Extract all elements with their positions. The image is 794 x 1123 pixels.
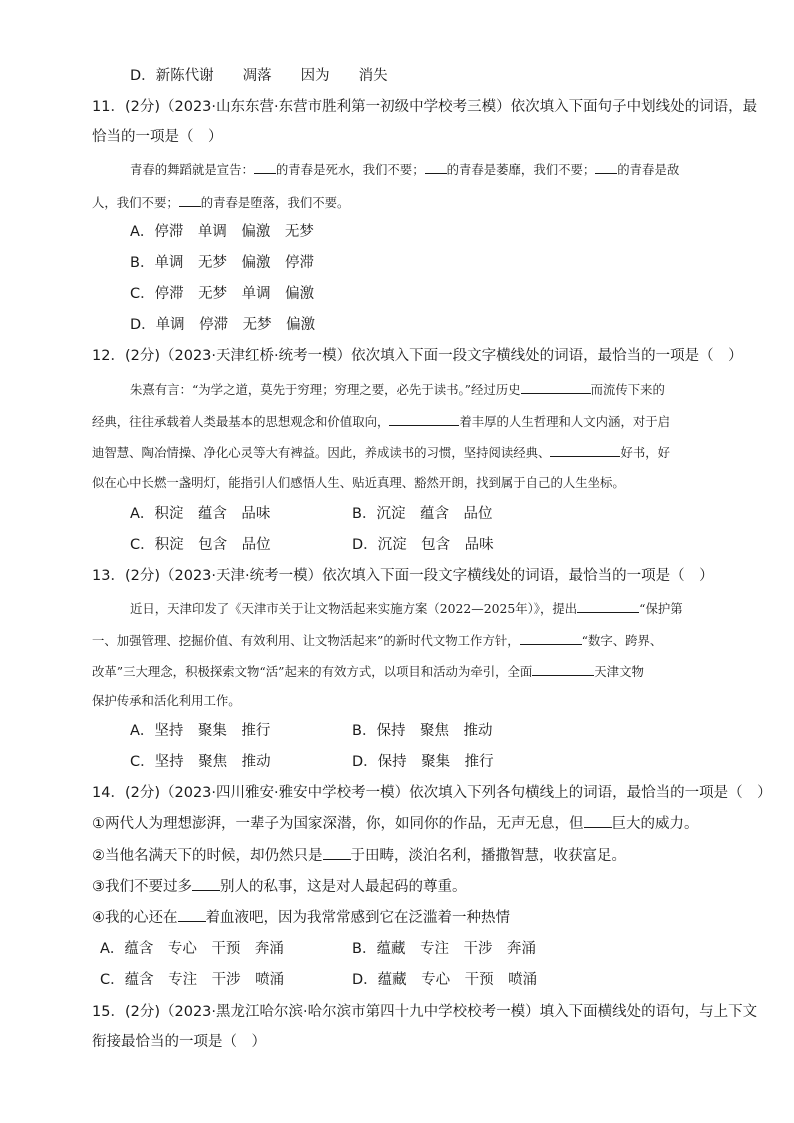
q13-stem: 13．(2分)（2023·天津·统考一模）依次填入下面一段文字横线处的词语，最恰当的一项是（ ）: [92, 568, 714, 584]
q14-option-c[interactable]: C．蕴含 专注 干涉 喷涌: [100, 972, 285, 988]
q11-passage-line2: [92, 193, 349, 212]
q12-passage-line1: [130, 380, 665, 399]
passage-text: “数字、跨界、: [581, 633, 663, 648]
passage-text: 的青春是敌: [617, 162, 680, 177]
q14-sentence-2: [92, 846, 626, 866]
answer-blank: [584, 814, 612, 828]
answer-blank: [323, 846, 351, 860]
q12-option-a[interactable]: A．积淀 蕴含 品味: [130, 506, 271, 522]
q11-stem-line2: 恰当的一项是（ ）: [92, 129, 223, 145]
q12-option-d[interactable]: D．沉淀 包含 品味: [352, 537, 494, 553]
q11-option-a[interactable]: A．停滞 单调 偏激 无梦: [130, 224, 314, 240]
answer-blank: [550, 443, 620, 457]
q13-option-d[interactable]: D．保持 聚集 推行: [352, 754, 494, 770]
passage-text: “保护第: [639, 601, 683, 616]
q14-option-d[interactable]: D．蕴藏 专心 干预 喷涌: [352, 972, 538, 988]
q13-option-b[interactable]: B．保持 聚焦 推动: [352, 723, 493, 739]
sentence-text: ④我的心还在: [92, 910, 178, 926]
answer-blank: [192, 877, 220, 891]
sentence-text: 着血液吧，因为我常常感到它在泛滥着一种热情: [205, 910, 510, 926]
sentence-text: 巨大的威力。: [611, 816, 699, 832]
passage-text: 的青春是萎靡，我们不要；: [446, 162, 596, 177]
q11-option-c[interactable]: C．停滞 无梦 单调 偏激: [130, 286, 315, 302]
q10-option-d[interactable]: D．新陈代谢 凋落 因为 消失: [130, 68, 388, 84]
answer-blank: [532, 662, 594, 676]
q11-stem-line1: 11．(2分)（2023·山东东营·东营市胜利第一初级中学校考三模）依次填入下面句子中划线处的词语，最: [92, 99, 758, 115]
passage-text: 一、加强管理、挖掘价值、有效利用、让文物活起来”的新时代文物工作方针，: [92, 633, 520, 648]
q12-option-b[interactable]: B．沉淀 蕴含 品位: [352, 506, 493, 522]
passage-text: 的青春是堕落，我们不要。: [200, 195, 350, 210]
passage-text: 近日，天津印发了《天津市关于让文物活起来实施方案（2022—2025年）》，提出: [130, 601, 578, 616]
passage-text: 着丰厚的人生哲理和人文内涵，对于启: [459, 414, 671, 429]
passage-text: 朱熹有言：“为学之道，莫先于穷理；穷理之要，必先于读书。”经过历史: [130, 382, 521, 397]
passage-text: 天津文物: [594, 664, 644, 679]
q14-sentence-1: [92, 814, 699, 834]
passage-text: 经典，往往承载着人类最基本的思想观念和价值取向，: [92, 414, 390, 429]
q13-option-c[interactable]: C．坚持 聚焦 推动: [130, 754, 271, 770]
q15-stem-line2: 衔接最恰当的一项是（ ）: [92, 1034, 266, 1050]
passage-text: 人，我们不要；: [92, 195, 179, 210]
q11-passage-line1: [130, 160, 679, 179]
q13-passage-line4: 保护传承和活化利用工作。: [92, 693, 241, 708]
sentence-text: 于田畴，淡泊名利，播撒智慧，收获富足。: [350, 848, 626, 864]
answer-blank: [595, 160, 617, 174]
passage-text: 青春的舞蹈就是宣告：: [130, 162, 254, 177]
passage-text: 迪智慧、陶冶情操、净化心灵等大有裨益。因此，养成读书的习惯，坚持阅读经典、: [92, 445, 551, 460]
answer-blank: [254, 160, 276, 174]
answer-blank: [425, 160, 447, 174]
q15-stem-line1: 15．(2分)（2023·黑龙江哈尔滨·哈尔滨市第四十九中学校校考一模）填入下面横线处的语句，与上下文: [92, 1004, 758, 1020]
answer-blank: [521, 380, 591, 394]
passage-text: 改革”三大理念，积极探索文物“活”起来的有效方式，以项目和活动为牵引，全面: [92, 664, 533, 679]
q12-option-c[interactable]: C．积淀 包含 品位: [130, 537, 271, 553]
q11-option-b[interactable]: B．单调 无梦 偏激 停滞: [130, 255, 314, 271]
answer-blank: [389, 412, 459, 426]
sentence-text: 别人的私事，这是对人最起码的尊重。: [220, 879, 467, 895]
q12-passage-line2: [92, 412, 670, 431]
q12-passage-line4: 似在心中长燃一盏明灯，能指引人们感悟人生、贴近真理、豁然开朗，找到属于自己的人生坐标。: [92, 475, 625, 490]
q14-option-a[interactable]: A．蕴含 专心 干预 奔涌: [100, 941, 284, 957]
q13-option-a[interactable]: A．坚持 聚集 推行: [130, 723, 271, 739]
q12-passage-line3: [92, 443, 670, 462]
answer-blank: [520, 631, 582, 645]
q14-sentence-4: [92, 908, 510, 928]
q11-option-d[interactable]: D．单调 停滞 无梦 偏激: [130, 317, 316, 333]
sentence-text: ③我们不要过多: [92, 879, 192, 895]
passage-text: 好书，好: [620, 445, 671, 460]
passage-text: 而流传下来的: [590, 382, 665, 397]
answer-blank: [178, 908, 206, 922]
q14-sentence-3: [92, 877, 467, 897]
sentence-text: ②当他名满天下的时候，却仍然只是: [92, 848, 323, 864]
answer-blank: [577, 599, 639, 613]
q12-stem: 12．(2分)（2023·天津红桥·统考一模）依次填入下面一段文字横线处的词语，最恰当的一项是（ ）: [92, 348, 743, 364]
q13-passage-line2: [92, 631, 662, 650]
passage-text: 的青春是死水，我们不要；: [275, 162, 425, 177]
q13-passage-line3: [92, 662, 644, 681]
q14-stem: 14．(2分)（2023·四川雅安·雅安中学校考一模）依次填入下列各句横线上的词语，最恰当的一项是（ ）: [92, 785, 772, 801]
sentence-text: ①两代人为理想澎湃，一辈子为国家深潜，你，如同你的作品，无声无息，但: [92, 816, 584, 832]
q13-passage-line1: [130, 599, 683, 618]
answer-blank: [179, 193, 201, 207]
q14-option-b[interactable]: B．蕴藏 专注 干涉 奔涌: [352, 941, 536, 957]
